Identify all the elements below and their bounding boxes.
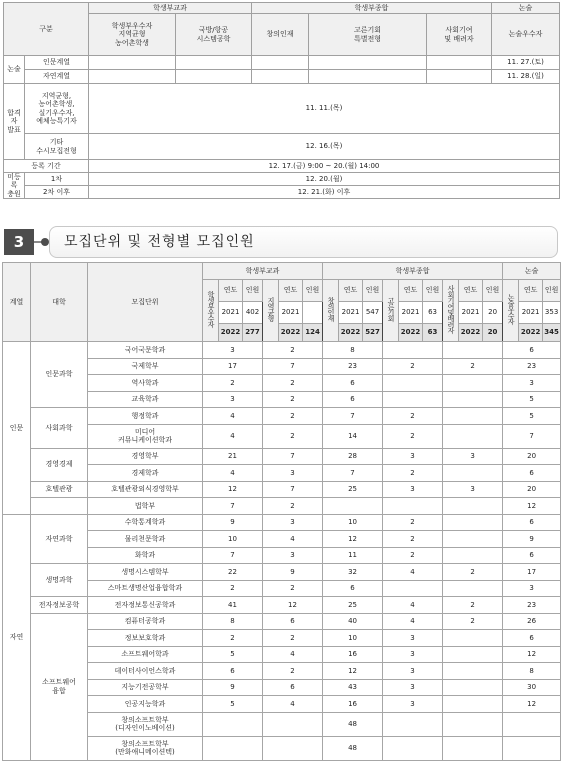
count-cell: 8 (203, 613, 263, 630)
count-cell: 3 (203, 342, 263, 359)
count-cell: 26 (503, 613, 561, 630)
year-label: 연도 (279, 280, 303, 302)
count-cell (443, 736, 503, 760)
year-label: 연도 (339, 280, 363, 302)
count-cell: 3 (203, 391, 263, 408)
count-label: 인원 (363, 280, 383, 302)
cur-year: 2022 (519, 324, 543, 342)
unit-cell: 국제학부 (88, 358, 203, 375)
count-cell: 6 (503, 630, 561, 647)
register-value: 12. 17.(금) 9:00 ~ 20.(월) 14:00 (89, 160, 560, 173)
count-cell (383, 712, 443, 736)
quota-table (2, 262, 561, 761)
count-label: 인원 (483, 280, 503, 302)
count-cell: 30 (503, 679, 561, 696)
unit-cell: 교육학과 (88, 391, 203, 408)
count-cell: 7 (263, 358, 323, 375)
unit-cell: 전자정보통신공학과 (88, 597, 203, 614)
count-cell: 12 (503, 646, 561, 663)
count-cell: 48 (323, 712, 383, 736)
schedule-group-gyogwa: 학생부교과 (89, 3, 252, 14)
count-cell: 41 (203, 597, 263, 614)
table-row (3, 514, 561, 531)
count-cell: 12 (503, 696, 561, 713)
year-label: 연도 (459, 280, 483, 302)
count-cell: 43 (323, 679, 383, 696)
announce-row-label: 지역균형, 농어촌학생, 실기우수자, 예체능특기자 (25, 84, 89, 134)
unit-cell: 경영학부 (88, 448, 203, 465)
count-cell (443, 663, 503, 680)
count-cell: 7 (263, 448, 323, 465)
count-cell: 32 (323, 564, 383, 581)
count-cell: 9 (263, 564, 323, 581)
count-cell: 7 (323, 408, 383, 425)
cur-count: 124 (303, 324, 323, 342)
unit-cell: 창의소프트학부 (만화애니메이션텍) (88, 736, 203, 760)
count-cell: 2 (383, 465, 443, 482)
count-cell: 6 (503, 465, 561, 482)
announce-row-date: 12. 16.(목) (89, 134, 560, 160)
count-cell: 25 (323, 597, 383, 614)
count-cell: 3 (383, 481, 443, 498)
essay-row-label: 인문계열 (25, 56, 89, 70)
schedule-group-jonghap: 학생부종합 (252, 3, 492, 14)
track-name: 논술우수자 (503, 280, 519, 342)
count-cell: 7 (203, 498, 263, 515)
essay-row-label: 자연계열 (25, 70, 89, 84)
count-cell: 23 (503, 597, 561, 614)
track-name: 창의인재 (323, 280, 339, 342)
count-cell: 2 (383, 531, 443, 548)
track-name: 지역균형 (263, 280, 279, 342)
schedule-sub-header: 사회기여 및 배려자 (427, 14, 492, 56)
unit-cell: 컴퓨터공학과 (88, 613, 203, 630)
extra-row-date: 12. 21.(화) 이후 (89, 186, 560, 199)
count-cell: 9 (203, 514, 263, 531)
extra-label: 미등록 충원 (4, 173, 25, 199)
unit-cell: 화학과 (88, 547, 203, 564)
col-field: 계열 (3, 263, 31, 342)
announce-row-date: 11. 11.(목) (89, 84, 560, 134)
count-cell (383, 342, 443, 359)
count-cell: 14 (323, 424, 383, 448)
unit-cell: 정보보호학과 (88, 630, 203, 647)
count-cell: 3 (263, 547, 323, 564)
prev-count: 402 (243, 302, 263, 324)
cur-count: 345 (543, 324, 561, 342)
schedule-corner-label: 구분 (4, 3, 89, 56)
count-cell: 2 (263, 580, 323, 597)
register-label: 등록 기간 (4, 160, 89, 173)
count-cell: 20 (503, 481, 561, 498)
track-name: 고른기회 (383, 280, 399, 342)
count-cell: 5 (503, 408, 561, 425)
count-cell (443, 646, 503, 663)
count-cell: 2 (263, 424, 323, 448)
count-cell (203, 712, 263, 736)
count-cell: 7 (323, 465, 383, 482)
count-cell (383, 498, 443, 515)
count-cell: 3 (383, 448, 443, 465)
group-essay: 논술 (503, 263, 561, 280)
count-cell: 12 (503, 498, 561, 515)
count-cell (443, 712, 503, 736)
count-cell: 6 (263, 613, 323, 630)
schedule-sub-header: 학생부우수자 지역균형 농어촌학생 (89, 14, 176, 56)
unit-cell: 인공지능학과 (88, 696, 203, 713)
count-cell: 10 (203, 531, 263, 548)
count-cell (443, 679, 503, 696)
col-college: 대학 (31, 263, 88, 342)
cur-year: 2022 (219, 324, 243, 342)
announce-label: 합격자 발표 (4, 84, 25, 160)
prev-count: 20 (483, 302, 503, 324)
count-cell (323, 498, 383, 515)
count-cell: 4 (203, 465, 263, 482)
cur-year: 2022 (339, 324, 363, 342)
count-cell: 17 (503, 564, 561, 581)
count-cell: 48 (323, 736, 383, 760)
prev-count (303, 302, 323, 324)
count-cell: 3 (383, 630, 443, 647)
college-cell: 생명과학 (31, 564, 88, 597)
table-row (3, 342, 561, 359)
count-cell: 5 (203, 646, 263, 663)
count-cell: 2 (383, 424, 443, 448)
count-cell: 4 (203, 408, 263, 425)
count-cell: 3 (383, 696, 443, 713)
count-cell: 6 (263, 679, 323, 696)
count-cell (443, 465, 503, 482)
essay-row-date: 11. 27.(토) (492, 56, 560, 70)
cur-year: 2022 (459, 324, 483, 342)
count-cell: 4 (203, 424, 263, 448)
unit-cell: 스마트생명산업융합학과 (88, 580, 203, 597)
schedule-table (3, 2, 560, 199)
count-cell: 2 (383, 514, 443, 531)
count-cell: 12 (323, 663, 383, 680)
field-cell: 자연 (3, 514, 31, 760)
count-cell: 16 (323, 646, 383, 663)
unit-cell: 호텔관광외식경영학부 (88, 481, 203, 498)
count-cell (503, 736, 561, 760)
count-cell: 3 (443, 481, 503, 498)
count-cell (443, 531, 503, 548)
college-cell: 호텔관광 (31, 481, 88, 498)
count-cell: 3 (383, 663, 443, 680)
count-cell: 2 (263, 630, 323, 647)
group-gyogwa: 학생부교과 (203, 263, 323, 280)
count-cell (383, 375, 443, 392)
count-cell: 2 (203, 580, 263, 597)
cur-year: 2022 (279, 324, 303, 342)
count-cell: 2 (443, 613, 503, 630)
count-cell (443, 375, 503, 392)
section-title: 모집단위 및 전형별 모집인원 (49, 226, 558, 258)
prev-count: 547 (363, 302, 383, 324)
year-label: 연도 (219, 280, 243, 302)
count-cell: 2 (443, 564, 503, 581)
essay-label: 논술 (4, 56, 25, 84)
announce-row-label: 기타 수시모집전형 (25, 134, 89, 160)
count-label: 인원 (243, 280, 263, 302)
prev-year: 2021 (339, 302, 363, 324)
count-label: 인원 (303, 280, 323, 302)
count-cell (443, 424, 503, 448)
field-cell: 인문 (3, 342, 31, 515)
count-cell (263, 736, 323, 760)
college-cell: 경영경제 (31, 448, 88, 481)
count-cell: 6 (503, 342, 561, 359)
table-row (3, 408, 561, 425)
col-unit: 모집단위 (88, 263, 203, 342)
count-cell (443, 630, 503, 647)
count-cell: 6 (323, 391, 383, 408)
count-cell: 2 (203, 630, 263, 647)
count-cell (383, 391, 443, 408)
college-cell: 소프트웨어 융합 (31, 613, 88, 760)
count-cell: 2 (263, 498, 323, 515)
schedule-sub-header: 고른기회 특별전형 (309, 14, 427, 56)
count-cell: 4 (383, 564, 443, 581)
prev-count: 353 (543, 302, 561, 324)
cur-count: 63 (423, 324, 443, 342)
count-cell: 23 (503, 358, 561, 375)
count-cell: 3 (503, 580, 561, 597)
count-cell: 2 (263, 408, 323, 425)
count-cell: 4 (383, 613, 443, 630)
count-cell: 40 (323, 613, 383, 630)
schedule-group-essay: 논술 (492, 3, 560, 14)
count-cell: 4 (383, 597, 443, 614)
count-cell: 9 (203, 679, 263, 696)
count-cell: 6 (323, 580, 383, 597)
unit-cell: 수학통계학과 (88, 514, 203, 531)
count-cell: 4 (263, 531, 323, 548)
track-name: 학생부우수자 (203, 280, 219, 342)
count-cell: 6 (503, 547, 561, 564)
count-cell: 16 (323, 696, 383, 713)
count-cell: 23 (323, 358, 383, 375)
college-cell: 전자정보공학 (31, 597, 88, 614)
college-cell (31, 498, 88, 515)
count-cell: 7 (503, 424, 561, 448)
count-cell: 21 (203, 448, 263, 465)
unit-cell: 생명시스템학부 (88, 564, 203, 581)
count-cell: 2 (383, 547, 443, 564)
unit-cell: 행정학과 (88, 408, 203, 425)
count-cell: 3 (383, 679, 443, 696)
prev-year: 2021 (399, 302, 423, 324)
count-cell (443, 498, 503, 515)
count-cell: 2 (263, 391, 323, 408)
count-cell: 3 (263, 465, 323, 482)
count-cell (443, 547, 503, 564)
count-cell: 25 (323, 481, 383, 498)
count-label: 인원 (543, 280, 561, 302)
count-cell: 2 (443, 597, 503, 614)
unit-cell: 물리천문학과 (88, 531, 203, 548)
extra-row-label: 2차 이후 (25, 186, 89, 199)
unit-cell: 지능기전공학부 (88, 679, 203, 696)
unit-cell: 국어국문학과 (88, 342, 203, 359)
count-cell: 4 (263, 646, 323, 663)
unit-cell: 경제학과 (88, 465, 203, 482)
banner-bullet-icon (41, 238, 49, 246)
count-cell (443, 342, 503, 359)
extra-row-label: 1차 (25, 173, 89, 186)
count-cell (383, 580, 443, 597)
count-cell (503, 712, 561, 736)
table-row (3, 597, 561, 614)
unit-cell: 미디어 커뮤니케이션학과 (88, 424, 203, 448)
count-cell: 3 (443, 448, 503, 465)
table-row (3, 564, 561, 581)
unit-cell: 데이터사이언스학과 (88, 663, 203, 680)
cur-count: 277 (243, 324, 263, 342)
count-cell: 12 (203, 481, 263, 498)
count-cell: 7 (203, 547, 263, 564)
count-cell: 17 (203, 358, 263, 375)
count-cell: 20 (503, 448, 561, 465)
prev-year: 2021 (519, 302, 543, 324)
unit-cell: 소프트웨어학과 (88, 646, 203, 663)
count-cell: 12 (323, 531, 383, 548)
track-name: 사회기여및배려자 (443, 280, 459, 342)
count-cell (443, 580, 503, 597)
prev-year: 2021 (279, 302, 303, 324)
cur-count: 527 (363, 324, 383, 342)
count-cell: 6 (503, 514, 561, 531)
count-cell: 7 (263, 481, 323, 498)
table-row (3, 613, 561, 630)
count-cell: 2 (203, 375, 263, 392)
count-cell: 22 (203, 564, 263, 581)
count-cell: 2 (443, 358, 503, 375)
count-label: 인원 (423, 280, 443, 302)
count-cell: 28 (323, 448, 383, 465)
count-cell: 12 (263, 597, 323, 614)
count-cell (443, 408, 503, 425)
college-cell: 인문과학 (31, 342, 88, 408)
count-cell: 2 (383, 358, 443, 375)
unit-cell: 법학부 (88, 498, 203, 515)
schedule-sub-header: 논술우수자 (492, 14, 560, 56)
prev-year: 2021 (219, 302, 243, 324)
college-cell: 사회과학 (31, 408, 88, 449)
table-row (3, 498, 561, 515)
count-cell (443, 696, 503, 713)
count-cell: 2 (263, 663, 323, 680)
count-cell (443, 391, 503, 408)
count-cell: 6 (203, 663, 263, 680)
schedule-sub-header: 국방/항공 시스템공학 (176, 14, 252, 56)
schedule-sub-header: 창의인재 (252, 14, 309, 56)
count-cell: 2 (263, 342, 323, 359)
count-cell (203, 736, 263, 760)
table-row (3, 448, 561, 465)
count-cell: 3 (383, 646, 443, 663)
count-cell: 11 (323, 547, 383, 564)
section-banner (4, 226, 558, 258)
table-row (3, 481, 561, 498)
count-cell: 10 (323, 630, 383, 647)
count-cell: 2 (383, 408, 443, 425)
count-cell: 8 (323, 342, 383, 359)
count-cell: 2 (263, 375, 323, 392)
year-label: 연도 (519, 280, 543, 302)
year-label: 연도 (399, 280, 423, 302)
count-cell: 8 (503, 663, 561, 680)
group-jonghap: 학생부종합 (323, 263, 503, 280)
unit-cell: 창의소프트학부 (디자인이노베이션) (88, 712, 203, 736)
count-cell: 5 (203, 696, 263, 713)
section-number: 3 (4, 229, 34, 255)
count-cell: 5 (503, 391, 561, 408)
count-cell (383, 736, 443, 760)
cur-count: 20 (483, 324, 503, 342)
count-cell: 3 (263, 514, 323, 531)
college-cell: 자연과학 (31, 514, 88, 564)
unit-cell: 역사학과 (88, 375, 203, 392)
count-cell: 9 (503, 531, 561, 548)
count-cell: 10 (323, 514, 383, 531)
prev-year: 2021 (459, 302, 483, 324)
extra-row-date: 12. 20.(월) (89, 173, 560, 186)
count-cell (443, 514, 503, 531)
count-cell (263, 712, 323, 736)
count-cell: 3 (503, 375, 561, 392)
essay-row-date: 11. 28.(일) (492, 70, 560, 84)
cur-year: 2022 (399, 324, 423, 342)
count-cell: 6 (323, 375, 383, 392)
prev-count: 63 (423, 302, 443, 324)
count-cell: 4 (263, 696, 323, 713)
